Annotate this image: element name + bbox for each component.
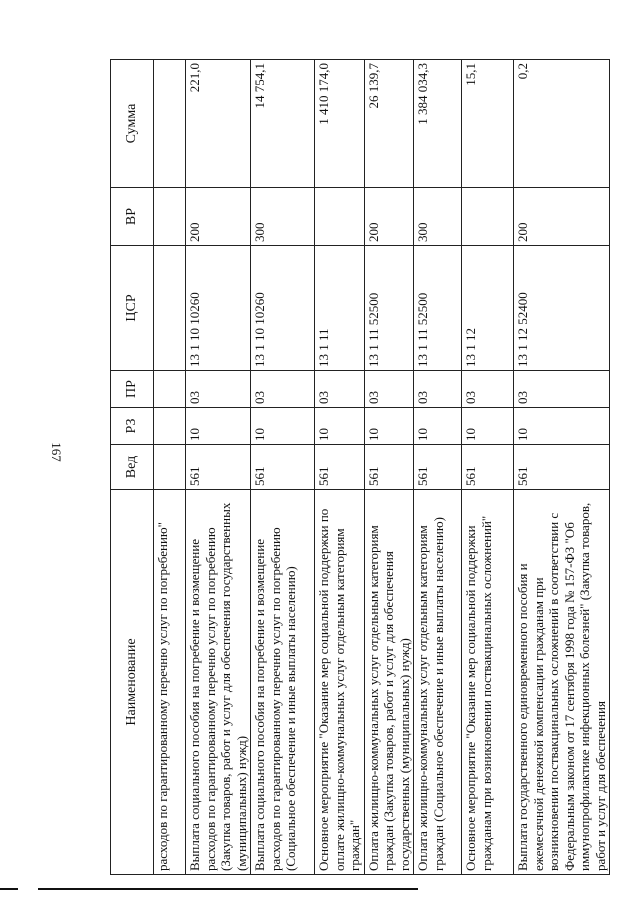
- header-csr: ЦСР: [111, 246, 154, 371]
- cell-csr: 13 1 12 52400: [514, 246, 610, 371]
- cell-rz: 10: [251, 408, 315, 445]
- cell-sum: 14 754,1: [251, 60, 315, 188]
- cell-vr: 300: [251, 188, 315, 246]
- cell-sum: 26 139,7: [364, 60, 414, 188]
- border-stub: [38, 888, 418, 890]
- cell-pr: 03: [186, 371, 251, 408]
- cell-rz: 10: [315, 408, 365, 445]
- header-ved: Вед: [111, 445, 154, 490]
- cell-pr: 03: [462, 371, 514, 408]
- cell-ved: [154, 445, 186, 490]
- header-name: Наименование: [111, 490, 154, 875]
- cell-ved: 561: [315, 445, 365, 490]
- cell-sum: 0,2: [514, 60, 610, 188]
- table-header-row: [111, 60, 154, 875]
- cell-name: Оплата жилищно-коммунальных услуг отдельным категориям граждан (Закупка товаров, работ и услуг для обеспечения государственных (муниципальных) нужд): [364, 490, 414, 875]
- cell-csr: 13 1 10 10260: [186, 246, 251, 371]
- cell-csr: 13 1 11 52500: [414, 246, 462, 371]
- cell-pr: 03: [414, 371, 462, 408]
- cell-ved: 561: [462, 445, 514, 490]
- table-row: [364, 60, 414, 875]
- border-stub: [0, 888, 18, 890]
- cell-csr: 13 1 11 52500: [364, 246, 414, 371]
- table-row: [186, 60, 251, 875]
- cell-rz: 10: [186, 408, 251, 445]
- cell-rz: 10: [364, 408, 414, 445]
- cell-sum: 15,1: [462, 60, 514, 188]
- cell-vr: 200: [364, 188, 414, 246]
- cell-pr: 03: [514, 371, 610, 408]
- header-rz: РЗ: [111, 408, 154, 445]
- table-row: [154, 60, 186, 875]
- table-row: [514, 60, 610, 875]
- cell-name: Выплата социального пособия на погребение и возмещение расходов по гарантированному перечню услуг по погребению (Закупка товаров, работ и услуг для обеспечения государственных (муниципальных) нужд): [186, 490, 251, 875]
- cell-vr: [462, 188, 514, 246]
- cell-ved: 561: [514, 445, 610, 490]
- cell-name: Основное мероприятие "Оказание мер социальной поддержки гражданам при возникновении поствакцинальных осложнений": [462, 490, 514, 875]
- table-row: [315, 60, 365, 875]
- cell-rz: [154, 408, 186, 445]
- cell-sum: 221,0: [186, 60, 251, 188]
- cell-csr: 13 1 10 10260: [251, 246, 315, 371]
- cell-name: расходов по гарантированному перечню услуг по погребению": [154, 490, 186, 875]
- cell-rz: 10: [414, 408, 462, 445]
- cell-pr: 03: [251, 371, 315, 408]
- cell-name: Оплата жилищно-коммунальных услуг отдельным категориям граждан (Социальное обеспечение и иные выплаты населению): [414, 490, 462, 875]
- cell-csr: [154, 246, 186, 371]
- cell-vr: 300: [414, 188, 462, 246]
- cell-name: Выплата социального пособия на погребение и возмещение расходов по гарантированному перечню услуг по погребению (Социальное обеспечение и иные выплаты населению): [251, 490, 315, 875]
- cell-vr: [154, 188, 186, 246]
- header-pr: ПР: [111, 371, 154, 408]
- cell-rz: 10: [514, 408, 610, 445]
- cell-ved: 561: [364, 445, 414, 490]
- cell-pr: [154, 371, 186, 408]
- table-row: [414, 60, 462, 875]
- rotated-table-container: [110, 60, 608, 875]
- header-vr: ВР: [111, 188, 154, 246]
- cell-sum: [154, 60, 186, 188]
- cell-rz: 10: [462, 408, 514, 445]
- cell-pr: 03: [315, 371, 365, 408]
- budget-table: [110, 59, 610, 875]
- table-row: [251, 60, 315, 875]
- header-sum: Сумма: [111, 60, 154, 188]
- cell-vr: 200: [186, 188, 251, 246]
- cell-sum: 1 410 174,0: [315, 60, 365, 188]
- cell-name: Основное мероприятие "Оказание мер социальной поддержки по оплате жилищно-коммунальных услуг отдельным категориям граждан": [315, 490, 365, 875]
- cell-vr: 200: [514, 188, 610, 246]
- cell-ved: 561: [251, 445, 315, 490]
- cell-sum: 1 384 034,3: [414, 60, 462, 188]
- cell-ved: 561: [186, 445, 251, 490]
- cell-ved: 561: [414, 445, 462, 490]
- table-border-continuation: [0, 888, 640, 890]
- cell-vr: [315, 188, 365, 246]
- cell-csr: 13 1 12: [462, 246, 514, 371]
- cell-pr: 03: [364, 371, 414, 408]
- cell-name: Выплата государственного единовременного пособия и ежемесячной денежной компенсации гражданам при возникновении поствакцинальных осложнений в соответствии с Федеральным законом от 17 сентября 1998 года № 157-ФЗ "Об иммунопрофилактике инфекционных болезней" (Закупка товаров, работ и услуг для обеспечения: [514, 490, 610, 875]
- cell-csr: 13 1 11: [315, 246, 365, 371]
- page-number: 167: [49, 442, 64, 462]
- table-row: [462, 60, 514, 875]
